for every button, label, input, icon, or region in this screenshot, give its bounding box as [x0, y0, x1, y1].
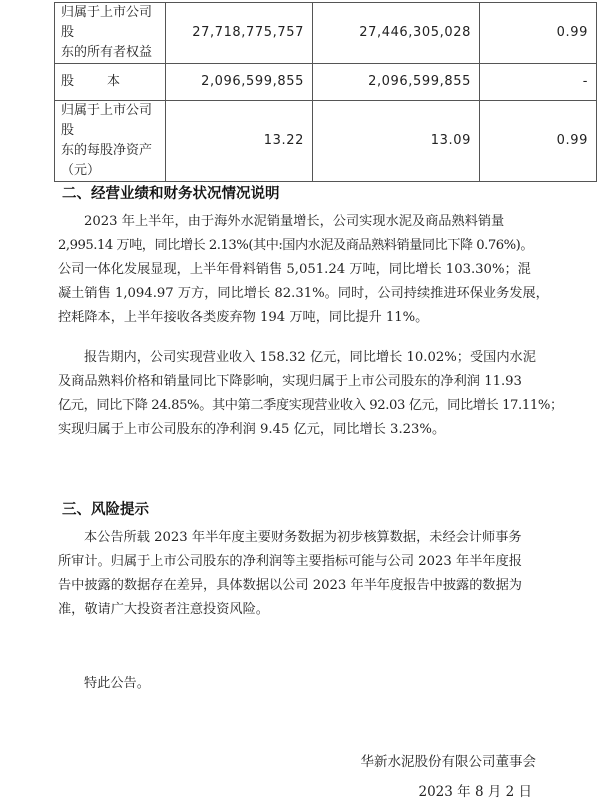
paragraph-line: 报告期内，公司实现营业收入 158.32 亿元，同比增长 10.02%；受国内水泥 — [84, 350, 536, 365]
paragraph-line: 本公告所载 2023 年半年度主要财务数据为初步核算数据，未经会计师事务 — [84, 530, 522, 545]
row-label — [55, 101, 166, 182]
change-cell: 0.99 — [480, 101, 597, 182]
risk-paragraph — [58, 526, 542, 622]
paragraph-line: 控耗降本，上半年接收各类废弃物 194 万吨，同比提升 11%。 — [58, 310, 429, 325]
signature-date: 2023 年 8 月 2 日 — [418, 784, 532, 800]
closing-paragraph — [58, 672, 542, 696]
previous-value-cell: 2,096,599,855 — [313, 64, 480, 101]
current-value-cell: 2,096,599,855 — [166, 64, 313, 101]
section-heading-risk: 三、风险提示 — [62, 502, 149, 518]
financial-summary-table — [54, 2, 597, 182]
current-value-cell: 27,718,775,757 — [166, 3, 313, 64]
paragraph-line: 2,995.14 万吨，同比增长 2.13%(其中:国内水泥及商品熟料销量同比下降 0.76%)。 — [58, 238, 534, 253]
table-row — [55, 3, 597, 64]
table-row — [55, 64, 597, 101]
change-cell: - — [480, 64, 597, 101]
section-heading-performance: 二、经营业绩和财务状况情况说明 — [62, 186, 280, 202]
row-label-line: 归属于上市公司股 — [61, 5, 153, 40]
row-label-line: （元） — [61, 163, 101, 178]
paragraph-line: 准，敬请广大投资者注意投资风险。 — [58, 602, 269, 617]
paragraph-line: 公司一体化发展显现，上半年骨料销售 5,051.24 万吨，同比增长 103.30%；混 — [58, 262, 531, 277]
previous-value-cell: 27,446,305,028 — [313, 3, 480, 64]
current-value-cell: 13.22 — [166, 101, 313, 182]
paragraph-line: 及商品熟料价格和销量同比下降影响，实现归属于上市公司股东的净利润 11.93 — [58, 374, 522, 389]
previous-value-cell: 13.09 — [313, 101, 480, 182]
paragraph-line: 实现归属于上市公司股东的净利润 9.45 亿元，同比增长 3.23%。 — [58, 422, 446, 437]
performance-paragraph-2 — [58, 346, 563, 442]
closing-text: 特此公告。 — [84, 676, 150, 691]
paragraph-line: 所审计。归属于上市公司股东的净利润等主要指标可能与公司 2023 年半年度报 — [58, 554, 522, 569]
row-label — [55, 3, 166, 64]
row-label-line: 东的每股净资产 — [61, 143, 153, 158]
performance-paragraph-1 — [58, 210, 549, 330]
row-label — [55, 64, 166, 101]
paragraph-line: 2023 年上半年，由于海外水泥销量增长，公司实现水泥及商品熟料销量 — [84, 214, 505, 229]
change-cell: 0.99 — [480, 3, 597, 64]
table-row — [55, 101, 597, 182]
row-label-line: 东的所有者权益 — [61, 45, 153, 60]
paragraph-line: 告中披露的数据存在差异，具体数据以公司 2023 年半年度报告中披露的数据为 — [58, 578, 522, 593]
row-label-line: 股 本 — [61, 74, 121, 89]
signature-org: 华新水泥股份有限公司董事会 — [360, 754, 536, 770]
paragraph-line: 亿元，同比下降 24.85%。其中第二季度实现营业收入 92.03 亿元，同比增长 17.11%； — [58, 398, 563, 413]
paragraph-line: 凝土销售 1,094.97 万方，同比增长 82.31%。同时，公司持续推进环保业务发展， — [58, 286, 549, 301]
row-label-line: 归属于上市公司股 — [61, 103, 153, 138]
